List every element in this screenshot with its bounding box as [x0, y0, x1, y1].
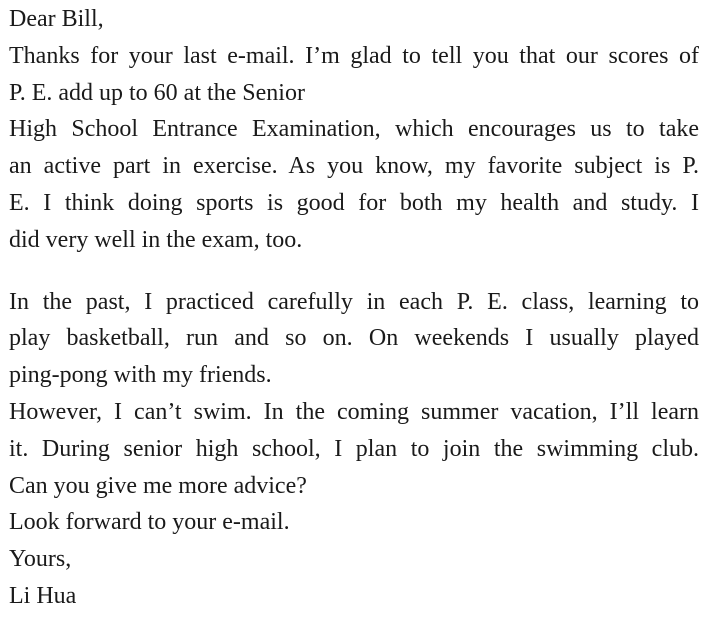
paragraph-1	[9, 38, 699, 259]
paragraph-2-line: play basketball, run and so on. On weekends I usually played	[9, 325, 699, 352]
signoff: Yours,	[9, 546, 72, 573]
paragraph-2-line: In the past, I practiced carefully in each P. E. class, learning to	[9, 288, 699, 315]
paragraph-1-line: an active part in exercise. As you know, my favorite subject is P.	[9, 153, 699, 180]
paragraph-1-line: E. I think doing sports is good for both my health and study. I	[9, 189, 699, 216]
paragraph-1-line: P. E. add up to 60 at the Senior	[9, 79, 305, 106]
closing-line: Look forward to your e-mail.	[9, 509, 290, 536]
paragraph-1-line: did very well in the exam, too.	[9, 226, 303, 253]
paragraph-2-line: it. During senior high school, I plan to join the swimming club.	[9, 435, 699, 462]
signature: Li Hua	[9, 582, 77, 609]
salutation: Dear Bill,	[9, 6, 104, 32]
paragraph-2-line: However, I can’t swim. In the coming summer vacation, I’ll learn	[9, 398, 699, 425]
paragraph-1-line: Thanks for your last e-mail. I’m glad to tell you that our scores of	[9, 42, 699, 69]
paragraph-2-line: ping-pong with my friends.	[9, 362, 272, 389]
paragraph-1-line: High School Entrance Examination, which encourages us to take	[9, 116, 699, 143]
paragraph-gap	[9, 259, 699, 284]
paragraph-2	[9, 284, 699, 505]
paragraph-2-line: Can you give me more advice?	[9, 472, 307, 499]
letter-body	[9, 1, 699, 615]
